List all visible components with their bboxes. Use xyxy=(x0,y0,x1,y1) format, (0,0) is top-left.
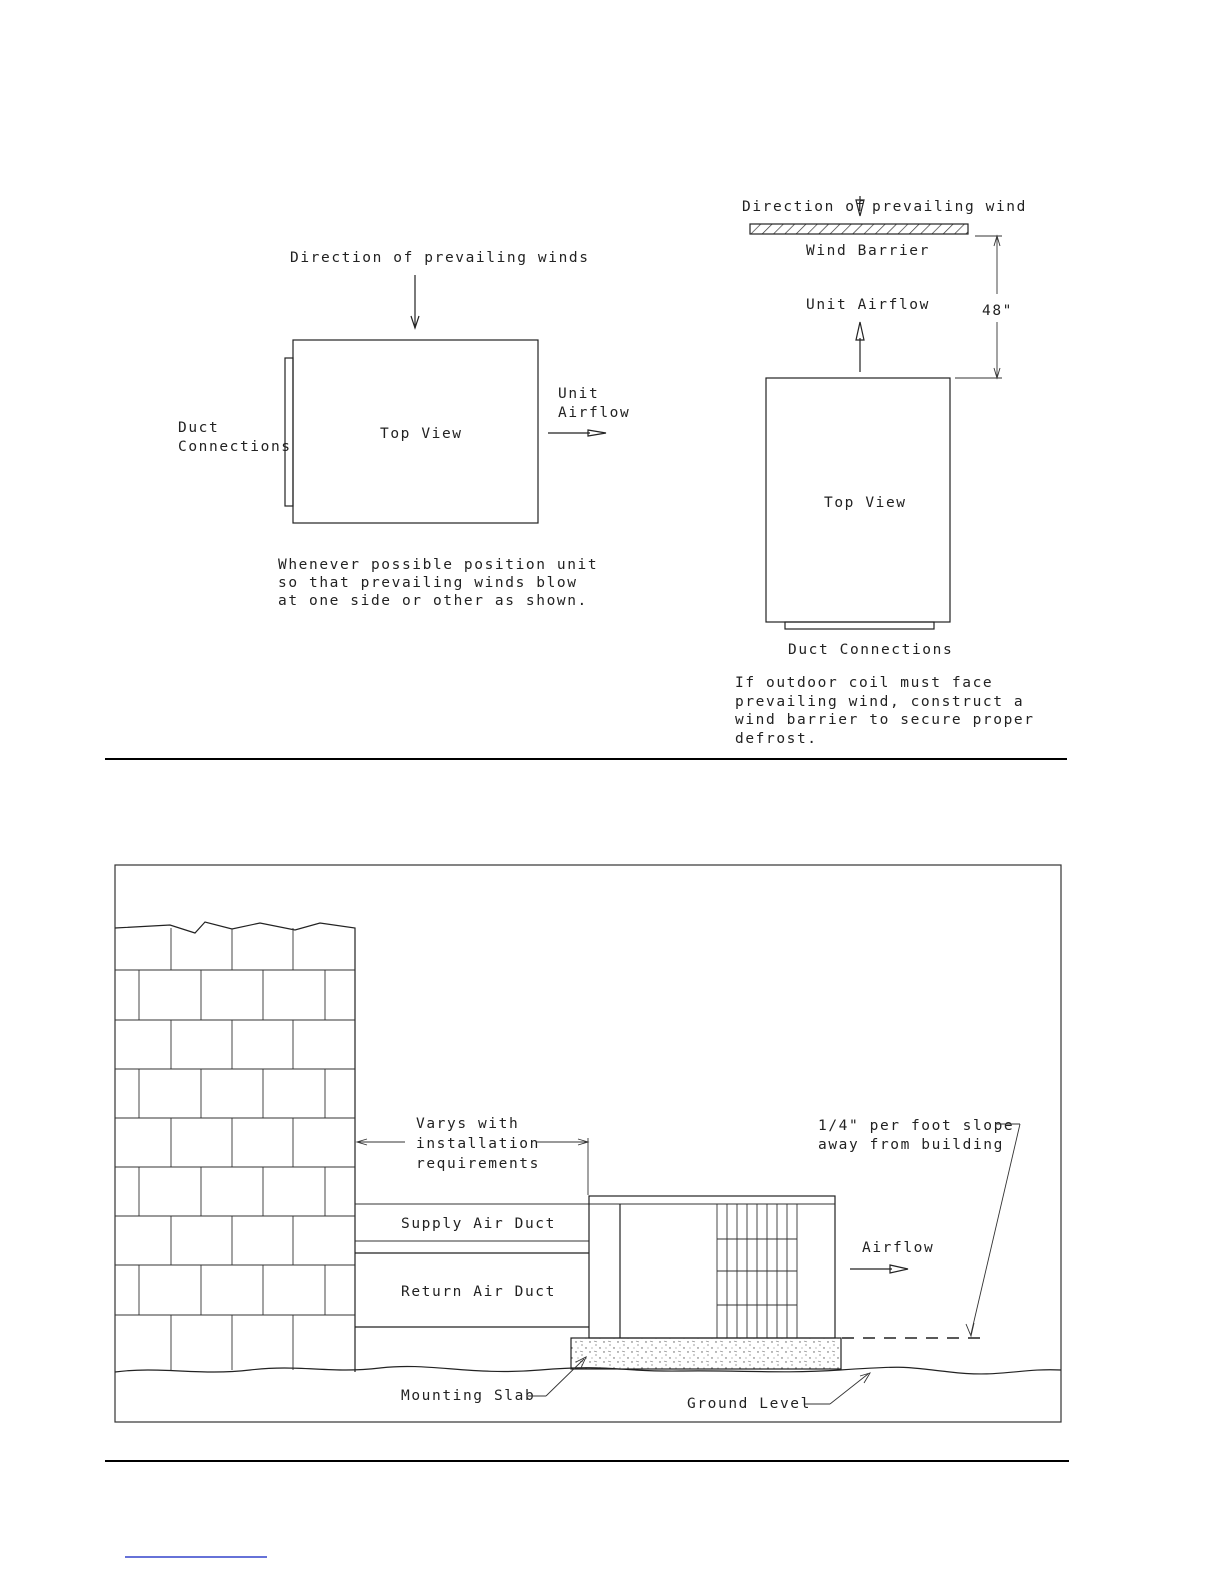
wind-barrier-label: Wind Barrier xyxy=(806,243,930,259)
airflow-label-line1: Unit xyxy=(558,386,600,402)
slope-line-1: 1/4" per foot slope xyxy=(818,1118,1015,1134)
ground-leader-icon xyxy=(805,1373,870,1404)
top-view-label: Top View xyxy=(824,495,907,511)
note-line-2: prevailing wind, construct a xyxy=(735,694,1025,710)
duct-connection-strip xyxy=(285,358,293,506)
figure-top-view-side-wind xyxy=(178,250,630,609)
mounting-slab-label: Mounting Slab xyxy=(401,1388,536,1404)
brick-courses xyxy=(115,928,355,1370)
figure-side-elevation xyxy=(115,865,1061,1422)
airflow-arrow-icon xyxy=(850,1265,908,1273)
slope-leader-icon xyxy=(842,1124,1020,1338)
wind-barrier-shape xyxy=(750,224,968,234)
dimension-label: 48" xyxy=(982,303,1013,319)
ground-line xyxy=(115,1366,1061,1373)
duct-connection-strip xyxy=(785,622,934,629)
note-line-2: so that prevailing winds blow xyxy=(278,575,578,591)
note-line-3: at one side or other as shown. xyxy=(278,593,588,609)
duct-label-line2: Connections xyxy=(178,439,292,455)
wind-direction-prefix: Direction of xyxy=(742,199,866,215)
wind-direction-suffix: prevailing wind xyxy=(872,199,1027,215)
varies-line-1: Varys with xyxy=(416,1116,520,1132)
unit-airflow-label: Unit Airflow xyxy=(806,297,930,313)
coil-grille xyxy=(717,1204,797,1338)
airflow-label: Airflow xyxy=(862,1240,935,1256)
figure-top-view-wind-barrier xyxy=(735,196,1035,747)
wind-direction-label: Direction of prevailing winds xyxy=(290,250,590,266)
duct-connections-label: Duct Connections xyxy=(788,642,954,658)
unit-airflow-up-arrow-icon xyxy=(856,322,864,372)
top-view-label: Top View xyxy=(380,426,463,442)
wind-arrow-icon xyxy=(411,275,419,328)
return-duct-label: Return Air Duct xyxy=(401,1284,556,1300)
ground-level-label: Ground Level xyxy=(687,1396,811,1412)
supply-duct-label: Supply Air Duct xyxy=(401,1216,556,1232)
building-wall xyxy=(115,922,355,1372)
duct-label-line1: Duct xyxy=(178,420,220,436)
slope-line-2: away from building xyxy=(818,1137,1004,1153)
note-line-1: Whenever possible position unit xyxy=(278,557,599,573)
varies-line-3: requirements xyxy=(416,1156,540,1172)
airflow-label-line2: Airflow xyxy=(558,405,631,421)
note-line-4: defrost. xyxy=(735,731,818,747)
outdoor-unit xyxy=(589,1196,835,1338)
note-line-1: If outdoor coil must face xyxy=(735,675,994,691)
airflow-arrow-icon xyxy=(548,430,606,436)
note-line-3: wind barrier to secure proper xyxy=(735,712,1035,728)
mounting-slab-shape xyxy=(571,1338,841,1369)
varies-line-2: installation xyxy=(416,1136,540,1152)
